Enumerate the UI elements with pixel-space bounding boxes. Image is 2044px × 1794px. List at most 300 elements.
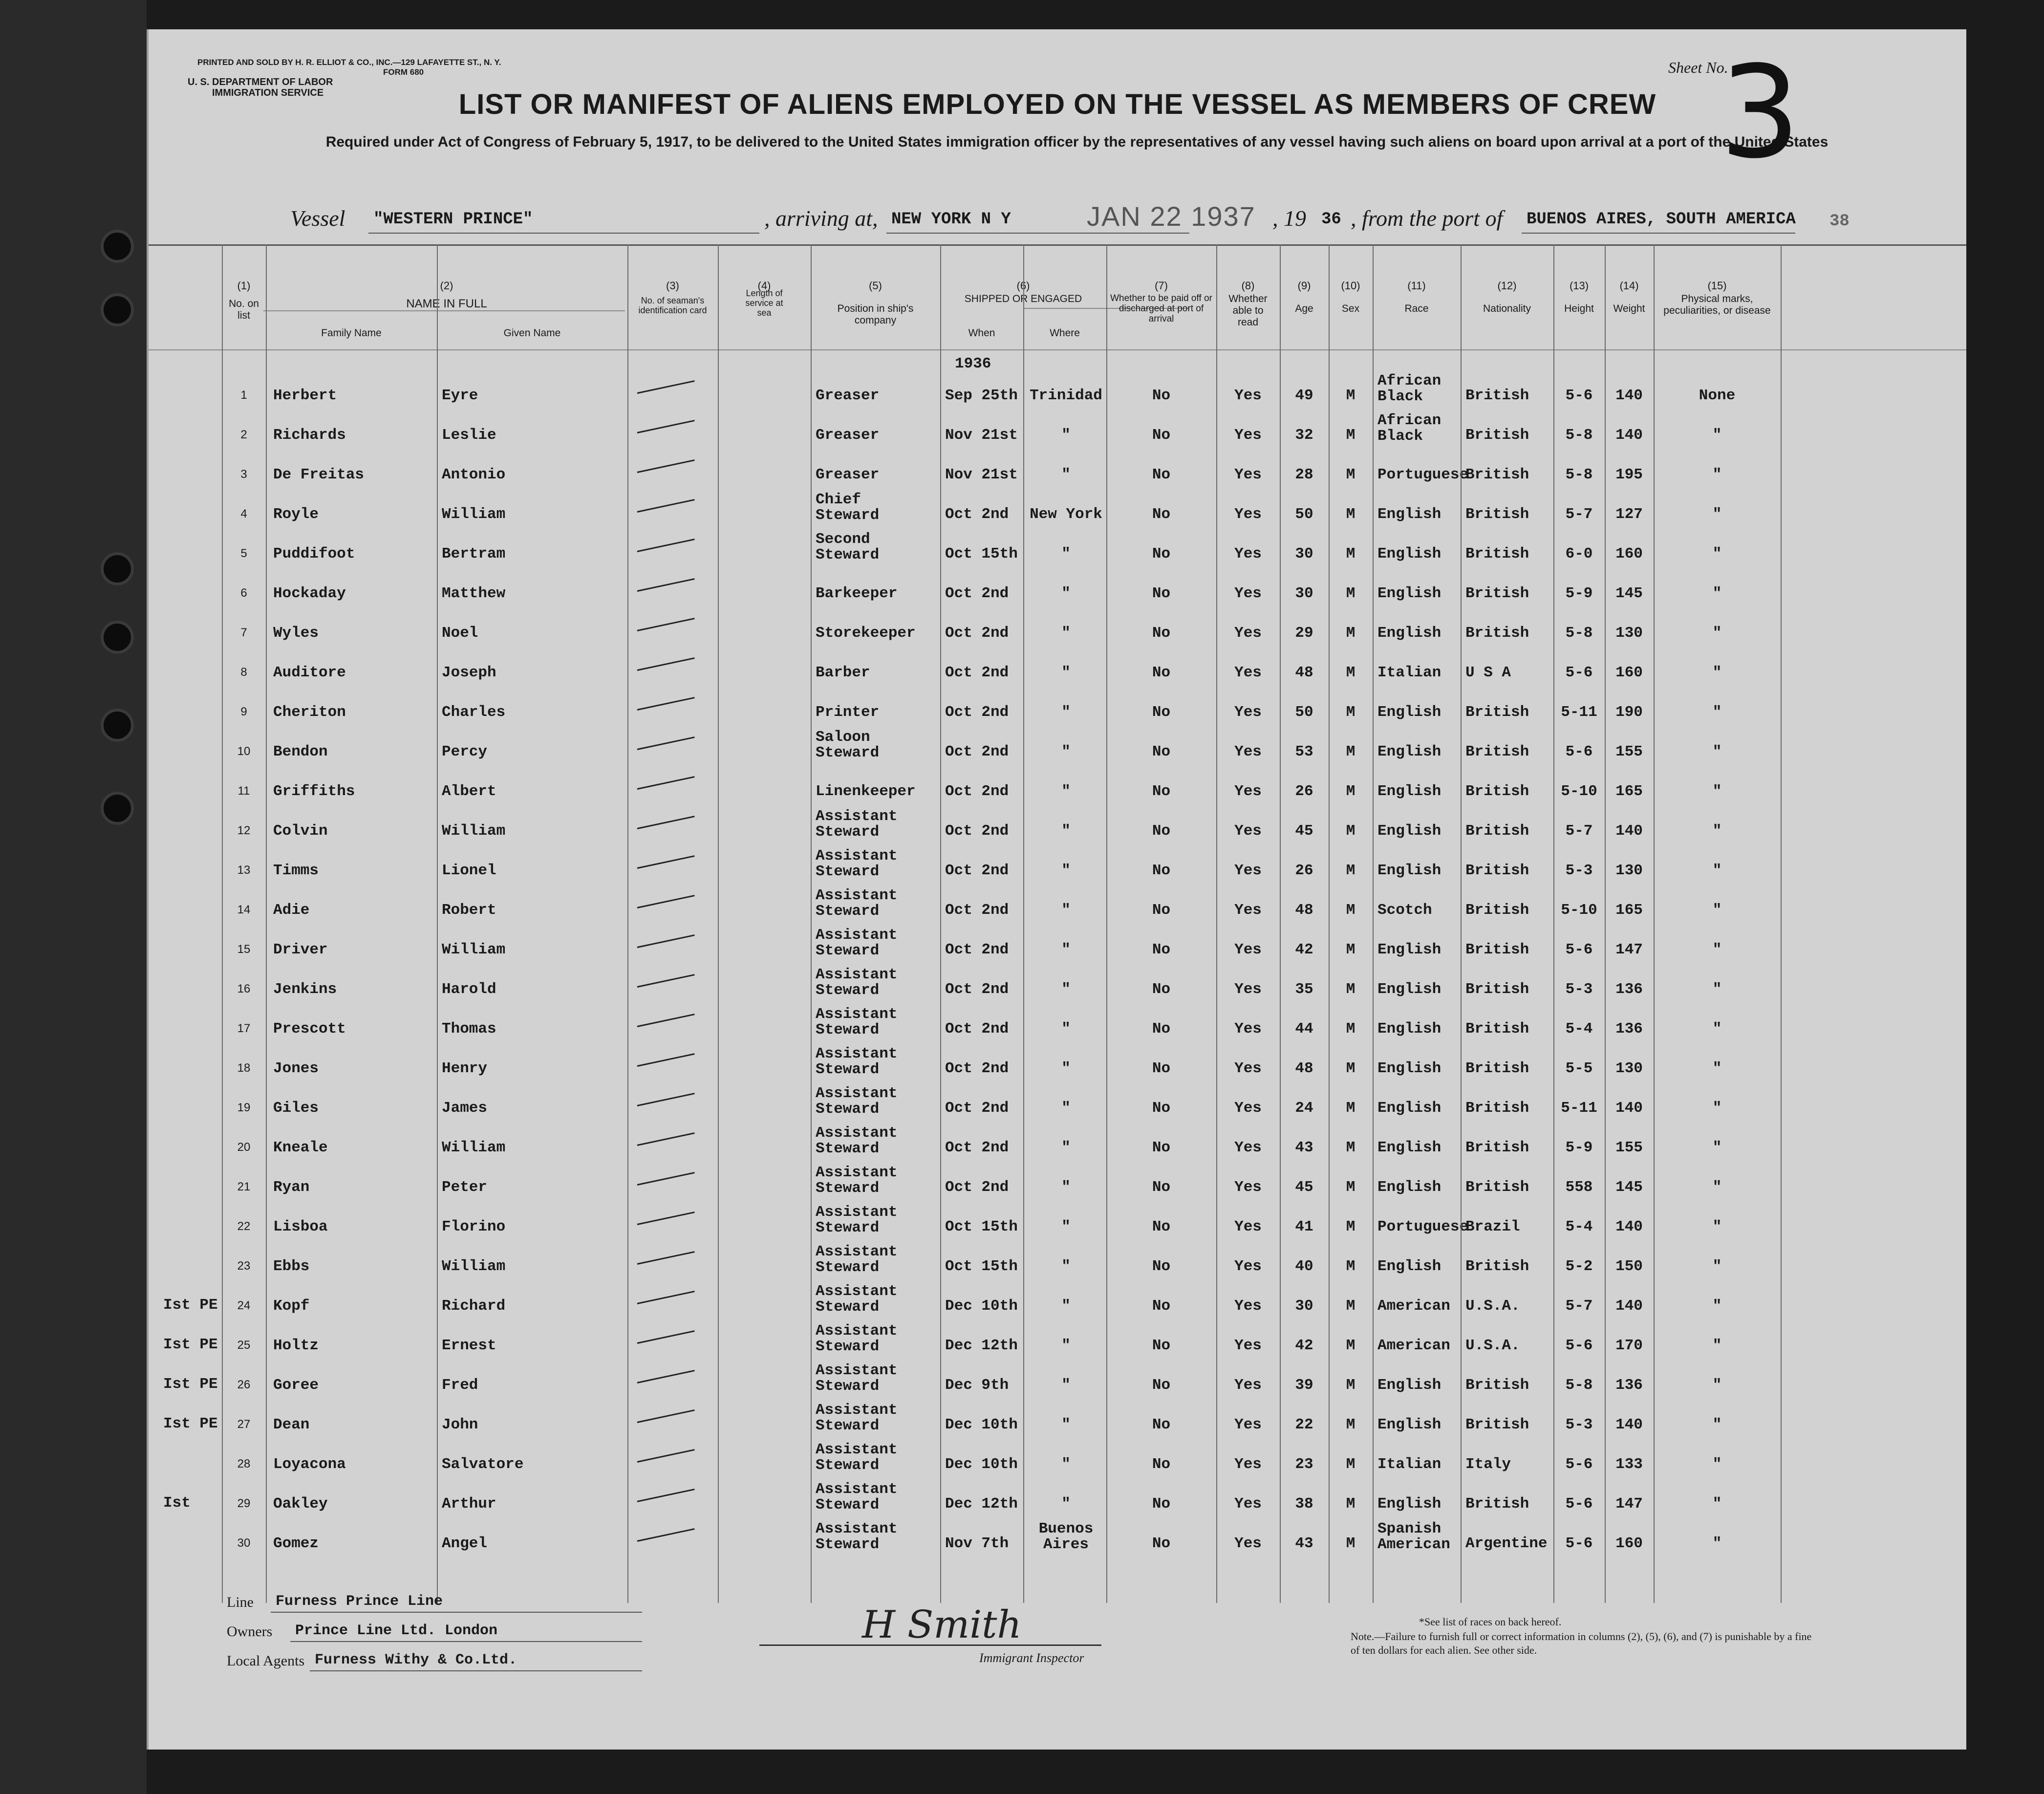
column-rule bbox=[266, 244, 267, 1603]
able-to-read: Yes bbox=[1234, 1179, 1262, 1196]
height: 5-6 bbox=[1565, 941, 1593, 958]
race: Italian bbox=[1377, 664, 1442, 681]
weight: 136 bbox=[1615, 1020, 1643, 1037]
shipped-where: " bbox=[1061, 862, 1071, 879]
vessel-line bbox=[276, 201, 1850, 235]
sheet-label: Sheet No. bbox=[1668, 59, 1728, 76]
position: Steward bbox=[816, 1417, 880, 1434]
able-to-read: Yes bbox=[1234, 1495, 1262, 1513]
position: Steward bbox=[816, 982, 880, 999]
weight: 160 bbox=[1615, 1535, 1643, 1552]
given-name: Florino bbox=[442, 1218, 506, 1235]
race: American bbox=[1377, 1337, 1450, 1354]
paid-off: No bbox=[1152, 1377, 1171, 1394]
family-name: Prescott bbox=[273, 1020, 346, 1037]
owners-label: Owners bbox=[227, 1623, 273, 1640]
row-number: 29 bbox=[237, 1497, 251, 1510]
column-rule bbox=[1329, 244, 1330, 1603]
sex: M bbox=[1346, 1020, 1355, 1037]
col-head-name: NAME IN FULL bbox=[406, 297, 487, 310]
position: Greaser bbox=[816, 387, 880, 404]
shipped-when: Oct 2nd bbox=[945, 902, 1009, 919]
row-number: 16 bbox=[237, 982, 251, 995]
able-to-read: Yes bbox=[1234, 743, 1262, 760]
height: 558 bbox=[1565, 1179, 1593, 1196]
agents-label: Local Agents bbox=[227, 1653, 305, 1669]
col-head-no: No. on list bbox=[229, 298, 259, 321]
column-rule bbox=[437, 244, 438, 1603]
age: 26 bbox=[1295, 862, 1313, 879]
col-head-age: Age bbox=[1295, 303, 1313, 314]
height: 5-6 bbox=[1565, 1456, 1593, 1473]
race: American bbox=[1377, 1536, 1450, 1553]
shipped-when: Dec 12th bbox=[945, 1337, 1018, 1354]
physical-marks: " bbox=[1712, 664, 1722, 681]
shipped-when: Sep 25th bbox=[945, 387, 1018, 404]
row-number: 13 bbox=[237, 864, 251, 877]
height: 5-3 bbox=[1565, 981, 1593, 998]
race: English bbox=[1377, 1060, 1442, 1077]
position: Steward bbox=[816, 1219, 880, 1236]
nationality: British bbox=[1465, 1139, 1529, 1156]
position: Assistant bbox=[816, 808, 898, 825]
position: Assistant bbox=[816, 1322, 898, 1340]
paid-off: No bbox=[1152, 704, 1171, 721]
sex: M bbox=[1346, 862, 1355, 879]
family-name: Oakley bbox=[273, 1495, 328, 1513]
nationality: British bbox=[1465, 427, 1529, 444]
position: Steward bbox=[816, 1021, 880, 1038]
inspector-label: Immigrant Inspector bbox=[979, 1651, 1084, 1665]
shipped-when: Oct 2nd bbox=[945, 862, 1009, 879]
height: 5-11 bbox=[1561, 1100, 1597, 1117]
family-name: Ryan bbox=[273, 1179, 310, 1196]
shipped-where: " bbox=[1061, 1495, 1071, 1513]
paid-off: No bbox=[1152, 1337, 1171, 1354]
position: Linenkeeper bbox=[816, 783, 916, 800]
from-port: BUENOS AIRES, SOUTH AMERICA bbox=[1527, 210, 1796, 229]
family-name: Puddifoot bbox=[273, 545, 355, 562]
given-name: William bbox=[442, 506, 506, 523]
position: Assistant bbox=[816, 1124, 898, 1142]
paid-off: No bbox=[1152, 743, 1171, 760]
shipped-where: " bbox=[1061, 822, 1071, 840]
race: English bbox=[1377, 1258, 1442, 1275]
able-to-read: Yes bbox=[1234, 1456, 1262, 1473]
sex: M bbox=[1346, 1100, 1355, 1117]
race: Portuguese bbox=[1377, 466, 1469, 483]
paid-off: No bbox=[1152, 625, 1171, 642]
shipped-where: " bbox=[1061, 625, 1071, 642]
physical-marks: " bbox=[1712, 466, 1722, 483]
shipped-where: " bbox=[1061, 704, 1071, 721]
sex: M bbox=[1346, 1060, 1355, 1077]
weight: 155 bbox=[1615, 743, 1643, 760]
col-head-where: Where bbox=[1050, 327, 1080, 339]
sex: M bbox=[1346, 1535, 1355, 1552]
age: 22 bbox=[1295, 1416, 1313, 1433]
shipped-where: " bbox=[1061, 1258, 1071, 1275]
col-head-length: Length of service at sea bbox=[745, 288, 783, 318]
col-head-height: Height bbox=[1564, 303, 1594, 314]
age: 43 bbox=[1295, 1139, 1313, 1156]
col-num-1: (1) bbox=[237, 280, 251, 292]
position: Printer bbox=[816, 704, 880, 721]
card-checkmark bbox=[637, 1251, 695, 1265]
height: 5-10 bbox=[1561, 783, 1597, 800]
nationality: British bbox=[1465, 981, 1529, 998]
shipped-where: " bbox=[1061, 466, 1071, 483]
able-to-read: Yes bbox=[1234, 1297, 1262, 1315]
able-to-read: Yes bbox=[1234, 1218, 1262, 1235]
nationality: British bbox=[1465, 902, 1529, 919]
paid-off: No bbox=[1152, 783, 1171, 800]
sex: M bbox=[1346, 1377, 1355, 1394]
able-to-read: Yes bbox=[1234, 1100, 1262, 1117]
height: 5-6 bbox=[1565, 1495, 1593, 1513]
column-rule bbox=[1553, 244, 1554, 1603]
physical-marks: " bbox=[1712, 1337, 1722, 1354]
shipped-where: " bbox=[1061, 1139, 1071, 1156]
age: 42 bbox=[1295, 941, 1313, 958]
height: 5-8 bbox=[1565, 427, 1593, 444]
card-checkmark bbox=[637, 578, 695, 592]
physical-marks: " bbox=[1712, 1060, 1722, 1077]
weight: 140 bbox=[1615, 822, 1643, 840]
shipped-where: " bbox=[1061, 1456, 1071, 1473]
physical-marks: " bbox=[1712, 1258, 1722, 1275]
race: American bbox=[1377, 1297, 1450, 1315]
height: 5-10 bbox=[1561, 902, 1597, 919]
height: 5-7 bbox=[1565, 822, 1593, 840]
family-name: Ebbs bbox=[273, 1258, 310, 1275]
shipped-where: " bbox=[1061, 1100, 1071, 1117]
card-checkmark bbox=[637, 895, 695, 908]
family-name: Hockaday bbox=[273, 585, 346, 602]
weight: 130 bbox=[1615, 862, 1643, 879]
col-head-family: Family Name bbox=[321, 327, 382, 339]
able-to-read: Yes bbox=[1234, 506, 1262, 523]
given-name: Robert bbox=[442, 902, 496, 919]
paid-off: No bbox=[1152, 862, 1171, 879]
shipped-when: Oct 2nd bbox=[945, 506, 1009, 523]
given-name: Albert bbox=[442, 783, 496, 800]
sex: M bbox=[1346, 1297, 1355, 1315]
weight: 160 bbox=[1615, 545, 1643, 562]
age: 50 bbox=[1295, 506, 1313, 523]
given-name: Harold bbox=[442, 981, 496, 998]
family-name: Holtz bbox=[273, 1337, 319, 1354]
sex: M bbox=[1346, 1416, 1355, 1433]
card-checkmark bbox=[637, 1172, 695, 1186]
sex: M bbox=[1346, 1337, 1355, 1354]
card-checkmark bbox=[637, 736, 695, 750]
able-to-read: Yes bbox=[1234, 1020, 1262, 1037]
shipped-when: Oct 2nd bbox=[945, 625, 1009, 642]
age: 45 bbox=[1295, 822, 1313, 840]
binder-hole bbox=[101, 792, 134, 825]
sex: M bbox=[1346, 704, 1355, 721]
family-name: Royle bbox=[273, 506, 319, 523]
agents-value: Furness Withy & Co.Ltd. bbox=[315, 1652, 517, 1668]
row-number: 4 bbox=[240, 507, 247, 520]
sex: M bbox=[1346, 981, 1355, 998]
nationality: U.S.A. bbox=[1465, 1297, 1520, 1315]
able-to-read: Yes bbox=[1234, 1535, 1262, 1552]
nationality: British bbox=[1465, 585, 1529, 602]
position: Saloon bbox=[816, 729, 870, 746]
card-checkmark bbox=[637, 1014, 695, 1027]
sex: M bbox=[1346, 545, 1355, 562]
position: Storekeeper bbox=[816, 625, 916, 642]
row-number: 22 bbox=[237, 1220, 251, 1233]
margin-note: Ist PE bbox=[163, 1336, 218, 1353]
page-title: LIST OR MANIFEST OF ALIENS EMPLOYED ON THE VESSEL AS MEMBERS OF CREW bbox=[458, 88, 1657, 120]
shipped-where: Trinidad bbox=[1030, 387, 1102, 404]
card-checkmark bbox=[637, 855, 695, 869]
position: Assistant bbox=[816, 1402, 898, 1419]
able-to-read: Yes bbox=[1234, 625, 1262, 642]
position: Assistant bbox=[816, 966, 898, 983]
family-name: Jenkins bbox=[273, 981, 337, 998]
weight: 140 bbox=[1615, 1100, 1643, 1117]
sex: M bbox=[1346, 1218, 1355, 1235]
race: English bbox=[1377, 1139, 1442, 1156]
sex: M bbox=[1346, 664, 1355, 681]
shipped-when: Dec 10th bbox=[945, 1297, 1018, 1315]
position: Assistant bbox=[816, 1441, 898, 1458]
age: 42 bbox=[1295, 1337, 1313, 1354]
family-name: Gomez bbox=[273, 1535, 319, 1552]
line-value: Furness Prince Line bbox=[276, 1593, 443, 1610]
row-number: 21 bbox=[237, 1180, 251, 1193]
form-number: FORM 680 bbox=[383, 67, 424, 77]
shipped-when: Oct 2nd bbox=[945, 1139, 1009, 1156]
nationality: Argentine bbox=[1465, 1535, 1548, 1552]
shipped-where: " bbox=[1061, 743, 1071, 760]
family-name: Herbert bbox=[273, 387, 337, 404]
height: 5-7 bbox=[1565, 1297, 1593, 1315]
able-to-read: Yes bbox=[1234, 1060, 1262, 1077]
height: 5-7 bbox=[1565, 506, 1593, 523]
given-name: Thomas bbox=[442, 1020, 496, 1037]
able-to-read: Yes bbox=[1234, 1416, 1262, 1433]
column-rule bbox=[940, 244, 941, 1603]
paid-off: No bbox=[1152, 1258, 1171, 1275]
card-checkmark bbox=[637, 1211, 695, 1225]
position: Chief bbox=[816, 491, 861, 508]
given-name: Salvatore bbox=[442, 1456, 524, 1473]
nationality: Italy bbox=[1465, 1456, 1511, 1473]
given-name: Noel bbox=[442, 625, 478, 642]
year-label: , 19 bbox=[1272, 206, 1306, 231]
position: Steward bbox=[816, 863, 880, 880]
race: English bbox=[1377, 545, 1442, 562]
position: Assistant bbox=[816, 1362, 898, 1379]
able-to-read: Yes bbox=[1234, 664, 1262, 681]
family-name: Griffiths bbox=[273, 783, 355, 800]
row-number: 14 bbox=[237, 903, 251, 916]
column-rule bbox=[1216, 244, 1217, 1603]
position: Assistant bbox=[816, 1243, 898, 1260]
height: 5-11 bbox=[1561, 704, 1597, 721]
weight: 145 bbox=[1615, 1179, 1643, 1196]
sex: M bbox=[1346, 822, 1355, 840]
races-note: *See list of races on back hereof. bbox=[1419, 1616, 1562, 1628]
able-to-read: Yes bbox=[1234, 466, 1262, 483]
sex: M bbox=[1346, 941, 1355, 958]
shipped-where: " bbox=[1061, 427, 1071, 444]
row-number: 1 bbox=[240, 389, 247, 402]
col-head-marks: Physical marks, peculiarities, or disease bbox=[1663, 293, 1771, 316]
family-name: Goree bbox=[273, 1377, 319, 1394]
column-rule bbox=[718, 244, 719, 1603]
row-number: 3 bbox=[240, 468, 247, 481]
race: African bbox=[1377, 412, 1442, 429]
shipped-where: " bbox=[1061, 1337, 1071, 1354]
nationality: British bbox=[1465, 1179, 1529, 1196]
row-number: 15 bbox=[237, 943, 251, 956]
nationality: British bbox=[1465, 1100, 1529, 1117]
sex: M bbox=[1346, 1139, 1355, 1156]
race: English bbox=[1377, 704, 1442, 721]
row-number: 26 bbox=[237, 1378, 251, 1391]
weight: 165 bbox=[1615, 902, 1643, 919]
able-to-read: Yes bbox=[1234, 545, 1262, 562]
row-number: 9 bbox=[240, 705, 247, 718]
nationality: U S A bbox=[1465, 664, 1511, 681]
column-rule bbox=[1373, 244, 1374, 1603]
given-name: Charles bbox=[442, 704, 506, 721]
race: English bbox=[1377, 1179, 1442, 1196]
weight: 130 bbox=[1615, 1060, 1643, 1077]
given-name: William bbox=[442, 822, 506, 840]
margin-mark: 38 bbox=[1829, 212, 1850, 231]
column-rule bbox=[1654, 244, 1655, 1603]
col-head-read: Whether able to read bbox=[1228, 293, 1268, 328]
row-number: 25 bbox=[237, 1339, 251, 1352]
age: 41 bbox=[1295, 1218, 1313, 1235]
physical-marks: " bbox=[1712, 1020, 1722, 1037]
race: English bbox=[1377, 1100, 1442, 1117]
age: 48 bbox=[1295, 664, 1313, 681]
card-checkmark bbox=[637, 934, 695, 948]
age: 30 bbox=[1295, 545, 1313, 562]
col-num-13: (13) bbox=[1569, 280, 1589, 292]
position: Steward bbox=[816, 744, 880, 761]
binder-hole bbox=[101, 709, 134, 742]
sex: M bbox=[1346, 902, 1355, 919]
physical-marks: " bbox=[1712, 743, 1722, 760]
age: 38 bbox=[1295, 1495, 1313, 1513]
position: Assistant bbox=[816, 1085, 898, 1102]
row-number: 2 bbox=[240, 428, 247, 441]
age: 48 bbox=[1295, 902, 1313, 919]
physical-marks: " bbox=[1712, 1139, 1722, 1156]
owners-value: Prince Line Ltd. London bbox=[295, 1622, 498, 1639]
binder-hole bbox=[101, 230, 134, 263]
card-checkmark bbox=[637, 380, 695, 394]
race: English bbox=[1377, 862, 1442, 879]
given-name: Peter bbox=[442, 1179, 488, 1196]
weight: 155 bbox=[1615, 1139, 1643, 1156]
nationality: British bbox=[1465, 822, 1529, 840]
col-num-14: (14) bbox=[1619, 280, 1639, 292]
shipped-when: Dec 9th bbox=[945, 1377, 1009, 1394]
shipped-when: Oct 2nd bbox=[945, 1179, 1009, 1196]
card-checkmark bbox=[637, 657, 695, 671]
sheet-number: 3 bbox=[1720, 39, 1801, 187]
family-name: De Freitas bbox=[273, 466, 365, 483]
card-checkmark bbox=[637, 1489, 695, 1502]
shipped-where: " bbox=[1061, 1179, 1071, 1196]
row-number: 28 bbox=[237, 1457, 251, 1470]
nationality: British bbox=[1465, 862, 1529, 879]
age: 45 bbox=[1295, 1179, 1313, 1196]
position: Steward bbox=[816, 1140, 880, 1157]
race: English bbox=[1377, 1495, 1442, 1513]
col-head-position: Position in ship's company bbox=[837, 303, 914, 326]
family-name: Timms bbox=[273, 862, 319, 879]
physical-marks: " bbox=[1712, 902, 1722, 919]
height: 5-8 bbox=[1565, 1377, 1593, 1394]
age: 28 bbox=[1295, 466, 1313, 483]
row-number: 6 bbox=[240, 586, 247, 600]
weight: 170 bbox=[1615, 1337, 1643, 1354]
binder-hole bbox=[101, 621, 134, 654]
col-num-11: (11) bbox=[1407, 280, 1426, 292]
physical-marks: " bbox=[1712, 1100, 1722, 1117]
shipped-when: Oct 15th bbox=[945, 1258, 1018, 1275]
inspector-signature: H Smith bbox=[862, 1603, 1022, 1647]
family-name: Jones bbox=[273, 1060, 319, 1077]
race: Scotch bbox=[1377, 902, 1432, 919]
family-name: Lisboa bbox=[273, 1218, 328, 1235]
given-name: Fred bbox=[442, 1377, 478, 1394]
row-number: 24 bbox=[237, 1299, 251, 1312]
position: Assistant bbox=[816, 1006, 898, 1023]
given-name: William bbox=[442, 941, 506, 958]
weight: 140 bbox=[1615, 387, 1643, 404]
physical-marks: " bbox=[1712, 1218, 1722, 1235]
position: Steward bbox=[816, 903, 880, 920]
family-name: Bendon bbox=[273, 743, 328, 760]
col-num-12: (12) bbox=[1497, 280, 1517, 292]
card-checkmark bbox=[637, 1053, 695, 1067]
race: English bbox=[1377, 625, 1442, 642]
card-checkmark bbox=[637, 618, 695, 631]
shipped-when: Dec 10th bbox=[945, 1456, 1018, 1473]
paid-off: No bbox=[1152, 506, 1171, 523]
given-name: Percy bbox=[442, 743, 488, 760]
sex: M bbox=[1346, 585, 1355, 602]
weight: 145 bbox=[1615, 585, 1643, 602]
position: Assistant bbox=[816, 1045, 898, 1062]
able-to-read: Yes bbox=[1234, 783, 1262, 800]
shipped-when: Nov 7th bbox=[945, 1535, 1009, 1552]
given-name: Joseph bbox=[442, 664, 496, 681]
age: 50 bbox=[1295, 704, 1313, 721]
nationality: U.S.A. bbox=[1465, 1337, 1520, 1354]
physical-marks: " bbox=[1712, 1377, 1722, 1394]
position: Steward bbox=[816, 546, 880, 563]
shipped-where: " bbox=[1061, 1060, 1071, 1077]
shipped-where: " bbox=[1061, 1377, 1071, 1394]
shipped-where: Aires bbox=[1043, 1536, 1089, 1553]
given-name: Ernest bbox=[442, 1337, 496, 1354]
race: English bbox=[1377, 1377, 1442, 1394]
physical-marks: " bbox=[1712, 941, 1722, 958]
